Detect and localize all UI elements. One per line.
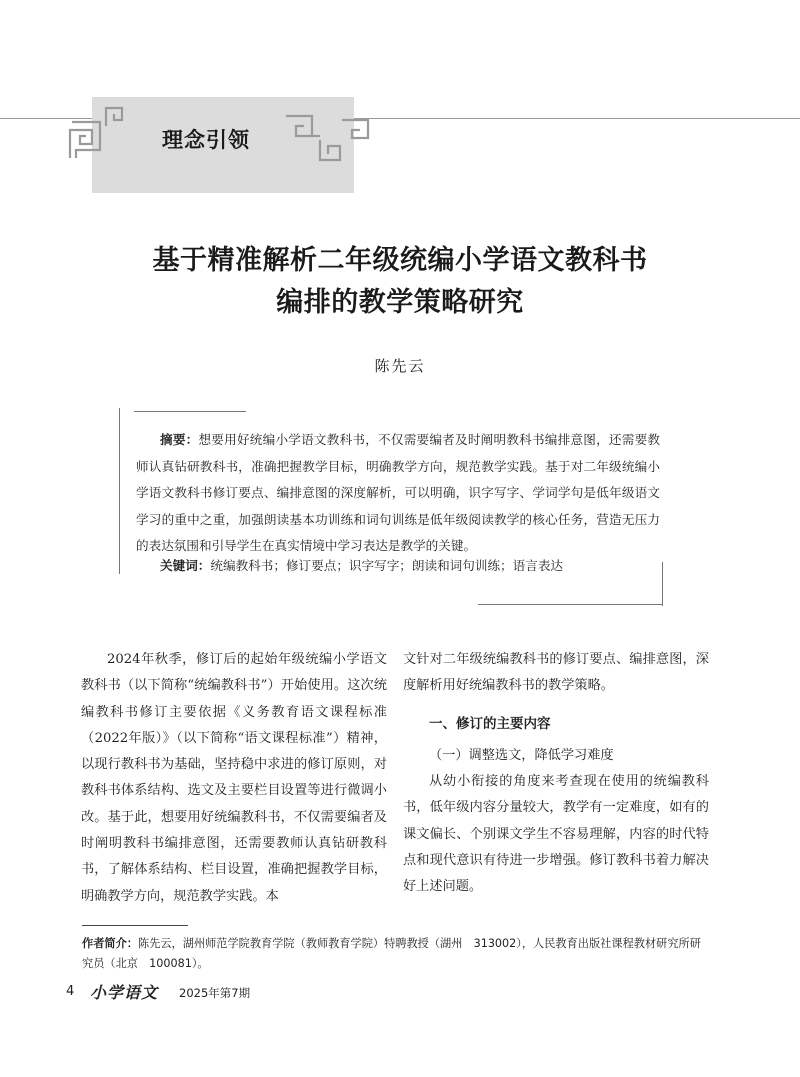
fret-ornament-right [282, 110, 372, 166]
section-label: 理念引领 [162, 128, 250, 152]
keywords [136, 556, 660, 576]
journal-name: 小学语文 [90, 983, 159, 1002]
article-title-line-2: 编排的教学策略研究 [276, 287, 524, 318]
body-paragraph-continued: 文针对二年级统编教科书的修订要点、编排意图，深度解析用好统编教科书的教学策略。 [403, 652, 709, 694]
abstract-text: 想要用好统编小学语文教科书，不仅需要编者及时阐明教科书编排意图，还需要教师认真钻研教科书，准确把握教学目标，明确教学方向，规范教学实践。基于对二年级统编小学语文教科书修订要点、编排意图的深度解析，可以明确，识字写字、学词学句是低年级语文学习的重中之重，加强朗读基本功训练和词句训练是低年级阅读教学的核心任务，营造无压力的表达氛围和引导学生在真实情境中学习表达是教学的关键。 [136, 432, 661, 553]
footnote-text: 陈先云，湖州师范学院教育学院（教师教育学院）特聘教授（湖州 313002），人民教育出版社课程教材研究所研究员（北京 100081）。 [82, 937, 701, 970]
body-column-right [403, 647, 709, 901]
issue-info: 2025年第7期 [179, 986, 251, 1000]
author-footnote [82, 934, 712, 974]
footnote-rule [82, 925, 188, 926]
body-paragraph: 2024年秋季，修订后的起始年级统编小学语文教科书（以下简称“统编教科书”）开始使用。这次统编教科书修订主要依据《义务教育语文课程标准（2022年版）》（以下简称“语文课程标准”）精神，以现行教科书为基础，坚持稳中求进的修订原则，对教科书体系结构、选文及主要栏目设置等进行微调小改。基于此，想要用好统编教科书，不仅需要编者及时阐明教科书编排意图，还需要教师认真钻研教科书，了解体系结构、栏目设置，准确把握教学目标，明确教学方向，规范教学实践。本 [81, 652, 387, 904]
section-heading: 一、修订的主要内容 [429, 715, 551, 732]
subsection-heading: （一）调整选文，降低学习难度 [429, 747, 614, 763]
keywords-text: 统编教科书；修订要点；识字写字；朗读和词句训练；语言表达 [210, 558, 563, 573]
fret-ornament-left [66, 100, 126, 162]
body-paragraph: 从幼小衔接的角度来考查现在使用的统编教科书，低年级内容分量较大，教学有一定难度，如有的课文偏长、个别课文学生不容易理解，内容的时代特点和现代意识有待进一步增强。修订教科书着力解决好上述问题。 [403, 774, 709, 895]
abstract-frame-right [662, 562, 663, 606]
abstract-frame-bottom [478, 604, 662, 605]
footnote-label: 作者简介： [82, 937, 138, 950]
keywords-label: 关键词： [160, 558, 211, 573]
page-number: 4 [66, 984, 75, 999]
body-column-left [81, 647, 387, 910]
abstract-label: 摘要： [160, 432, 199, 447]
abstract-frame-top [134, 411, 246, 412]
author-name: 陈先云 [374, 357, 426, 375]
article-title-line-1: 基于精准解析二年级统编小学语文教科书 [152, 245, 648, 276]
abstract [136, 427, 660, 560]
abstract-frame-left [119, 408, 120, 574]
